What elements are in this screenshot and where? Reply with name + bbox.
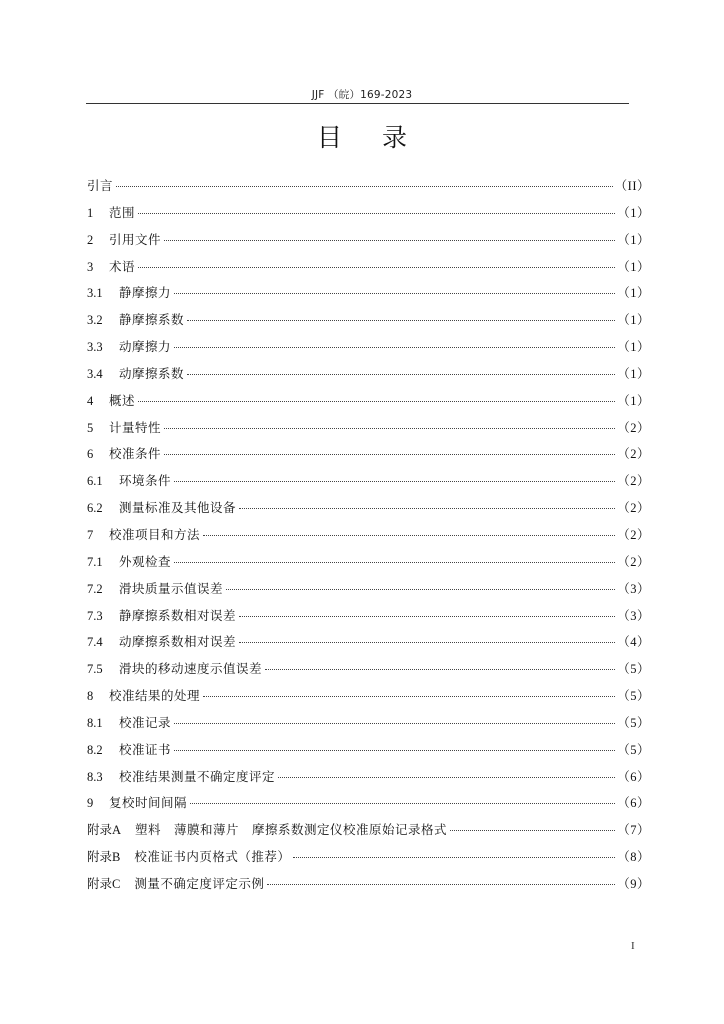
- toc-entry-page: （2）: [617, 447, 650, 462]
- toc-leader-dots: [226, 589, 615, 590]
- toc-entry-label: 校准结果的处理: [109, 688, 201, 704]
- toc-entry-page: （3）: [617, 581, 650, 596]
- toc-leader-dots: [164, 454, 615, 455]
- toc-entry-number: 4: [87, 393, 94, 408]
- toc-entry-number: 8: [87, 689, 94, 704]
- toc-entry[interactable]: [87, 629, 650, 656]
- toc-entry-number: 附录B: [87, 850, 121, 865]
- toc-leader-dots: [450, 830, 615, 831]
- toc-entry-label: 校准结果测量不确定度评定: [119, 768, 276, 784]
- table-of-contents: [87, 173, 650, 898]
- toc-leader-dots: [174, 347, 615, 348]
- toc-entry-label: 引用文件: [109, 231, 162, 247]
- toc-entry[interactable]: [87, 280, 650, 307]
- toc-entry-page: （1）: [617, 340, 650, 355]
- toc-entry[interactable]: [87, 871, 650, 898]
- toc-entry-label: 范围: [109, 204, 136, 220]
- toc-entry-label: 测量标准及其他设备: [119, 500, 237, 516]
- toc-entry[interactable]: [87, 817, 650, 844]
- toc-entry-label: 滑块的移动速度示值误差: [119, 661, 263, 677]
- toc-entry-label: 塑料 薄膜和薄片 摩擦系数测定仪校准原始记录格式: [135, 822, 448, 838]
- toc-entry-number: 7.4: [87, 635, 103, 650]
- toc-entry[interactable]: [87, 254, 650, 281]
- toc-entry-number: 6: [87, 447, 94, 462]
- toc-entry-label: 校准条件: [109, 446, 162, 462]
- toc-entry-number: 3: [87, 259, 94, 274]
- toc-entry-page: （5）: [617, 715, 650, 730]
- toc-entry-label: 测量不确定度评定示例: [134, 875, 265, 891]
- toc-entry[interactable]: [87, 441, 650, 468]
- toc-entry[interactable]: [87, 683, 650, 710]
- toc-leader-dots: [138, 213, 615, 214]
- toc-entry-number: 5: [87, 420, 94, 435]
- toc-entry[interactable]: [87, 173, 650, 200]
- toc-entry-label: 校准项目和方法: [109, 526, 201, 542]
- toc-entry[interactable]: [87, 495, 650, 522]
- header-rule: [86, 103, 629, 104]
- toc-entry-number: 8.1: [87, 715, 103, 730]
- toc-entry-number: 7.1: [87, 554, 103, 569]
- toc-entry-page: （3）: [617, 608, 650, 623]
- toc-entry[interactable]: [87, 227, 650, 254]
- toc-entry-page: （1）: [617, 259, 650, 274]
- toc-entry[interactable]: [87, 307, 650, 334]
- toc-leader-dots: [174, 562, 615, 563]
- toc-entry[interactable]: [87, 790, 650, 817]
- toc-entry[interactable]: [87, 388, 650, 415]
- toc-leader-dots: [138, 401, 615, 402]
- toc-entry-number: 8.3: [87, 769, 103, 784]
- toc-entry-page: （7）: [617, 823, 650, 838]
- toc-entry-page: （2）: [617, 474, 650, 489]
- toc-entry-number: 附录C: [87, 876, 121, 891]
- toc-leader-dots: [174, 750, 615, 751]
- toc-entry-label: 动摩擦系数相对误差: [119, 634, 237, 650]
- toc-entry-page: （6）: [617, 796, 650, 811]
- toc-entry[interactable]: [87, 334, 650, 361]
- toc-entry-page: （8）: [617, 850, 650, 865]
- toc-entry-label: 校准证书内页格式（推荐）: [134, 849, 291, 865]
- toc-entry-label: 动摩擦系数: [119, 365, 185, 381]
- toc-entry-number: 8.2: [87, 742, 103, 757]
- toc-entry-page: （1）: [617, 286, 650, 301]
- toc-leader-dots: [293, 857, 615, 858]
- toc-entry-page: （2）: [617, 527, 650, 542]
- toc-leader-dots: [164, 240, 615, 241]
- toc-entry-page: （1）: [617, 393, 650, 408]
- toc-entry-number: 6.1: [87, 474, 103, 489]
- toc-leader-dots: [239, 642, 615, 643]
- toc-entry-label: 静摩擦系数相对误差: [119, 607, 237, 623]
- toc-entry-number: 3.3: [87, 340, 103, 355]
- toc-entry-number: 1: [87, 205, 94, 220]
- toc-entry[interactable]: [87, 656, 650, 683]
- toc-entry-label: 环境条件: [119, 473, 172, 489]
- toc-entry-number: 7.5: [87, 662, 103, 677]
- toc-entry-page: （5）: [617, 689, 650, 704]
- toc-entry-label: 计量特性: [109, 419, 162, 435]
- toc-leader-dots: [203, 696, 615, 697]
- toc-entry-number: 2: [87, 232, 94, 247]
- toc-entry[interactable]: [87, 200, 650, 227]
- toc-leader-dots: [267, 884, 615, 885]
- toc-entry[interactable]: [87, 549, 650, 576]
- toc-entry-label: 动摩擦力: [119, 339, 172, 355]
- toc-leader-dots: [187, 320, 615, 321]
- toc-entry-page: （1）: [617, 205, 650, 220]
- toc-entry-number: 3.1: [87, 286, 103, 301]
- toc-entry[interactable]: [87, 844, 650, 871]
- page-title: 目录: [316, 123, 447, 152]
- toc-entry-number: 6.2: [87, 501, 103, 516]
- toc-entry-label: 校准记录: [119, 714, 172, 730]
- toc-entry-number: 9: [87, 796, 94, 811]
- toc-entry[interactable]: [87, 710, 650, 737]
- toc-entry-label: 引言: [87, 178, 114, 193]
- toc-entry-number: 7: [87, 527, 94, 542]
- toc-entry-label: 校准证书: [119, 741, 172, 757]
- toc-entry-page: （5）: [617, 742, 650, 757]
- toc-entry-page: （2）: [617, 554, 650, 569]
- toc-entry[interactable]: [87, 415, 650, 442]
- toc-leader-dots: [138, 267, 615, 268]
- toc-entry-number: 7.2: [87, 581, 103, 596]
- toc-entry-label: 静摩擦力: [119, 285, 172, 301]
- toc-leader-dots: [265, 669, 615, 670]
- page-number: I: [631, 940, 635, 952]
- toc-entry-page: （9）: [617, 876, 650, 891]
- toc-entry-number: 7.3: [87, 608, 103, 623]
- toc-entry-page: （6）: [617, 769, 650, 784]
- toc-leader-dots: [239, 508, 615, 509]
- toc-entry[interactable]: [87, 576, 650, 603]
- toc-leader-dots: [187, 374, 615, 375]
- toc-entry[interactable]: [87, 522, 650, 549]
- toc-leader-dots: [164, 428, 615, 429]
- toc-leader-dots: [174, 481, 615, 482]
- toc-entry[interactable]: [87, 737, 650, 764]
- toc-entry-page: （2）: [617, 420, 650, 435]
- toc-entry[interactable]: [87, 764, 650, 791]
- toc-entry-number: 附录A: [87, 823, 122, 838]
- toc-leader-dots: [203, 535, 615, 536]
- toc-leader-dots: [190, 803, 615, 804]
- toc-leader-dots: [239, 616, 615, 617]
- toc-entry-label: 静摩擦系数: [119, 312, 185, 328]
- toc-entry[interactable]: [87, 468, 650, 495]
- toc-entry-page: （1）: [617, 232, 650, 247]
- toc-leader-dots: [116, 186, 613, 187]
- toc-entry[interactable]: [87, 603, 650, 630]
- toc-entry-number: 3.4: [87, 366, 103, 381]
- toc-leader-dots: [174, 723, 615, 724]
- toc-entry-number: 3.2: [87, 313, 103, 328]
- toc-entry-page: （1）: [617, 366, 650, 381]
- toc-entry-label: 外观检查: [119, 553, 172, 569]
- toc-entry-label: 术语: [109, 258, 136, 274]
- toc-entry-label: 复校时间间隔: [109, 795, 188, 811]
- toc-entry-page: （II）: [614, 179, 650, 193]
- toc-leader-dots: [278, 777, 615, 778]
- toc-entry-page: （2）: [617, 501, 650, 516]
- toc-entry-page: （1）: [617, 313, 650, 328]
- toc-leader-dots: [174, 293, 615, 294]
- toc-entry-page: （5）: [617, 662, 650, 677]
- toc-entry-label: 概述: [109, 392, 136, 408]
- toc-entry[interactable]: [87, 361, 650, 388]
- standard-code: JJF （皖）169-2023: [311, 89, 413, 101]
- toc-entry-page: （4）: [617, 635, 650, 650]
- toc-entry-label: 滑块质量示值误差: [119, 580, 224, 596]
